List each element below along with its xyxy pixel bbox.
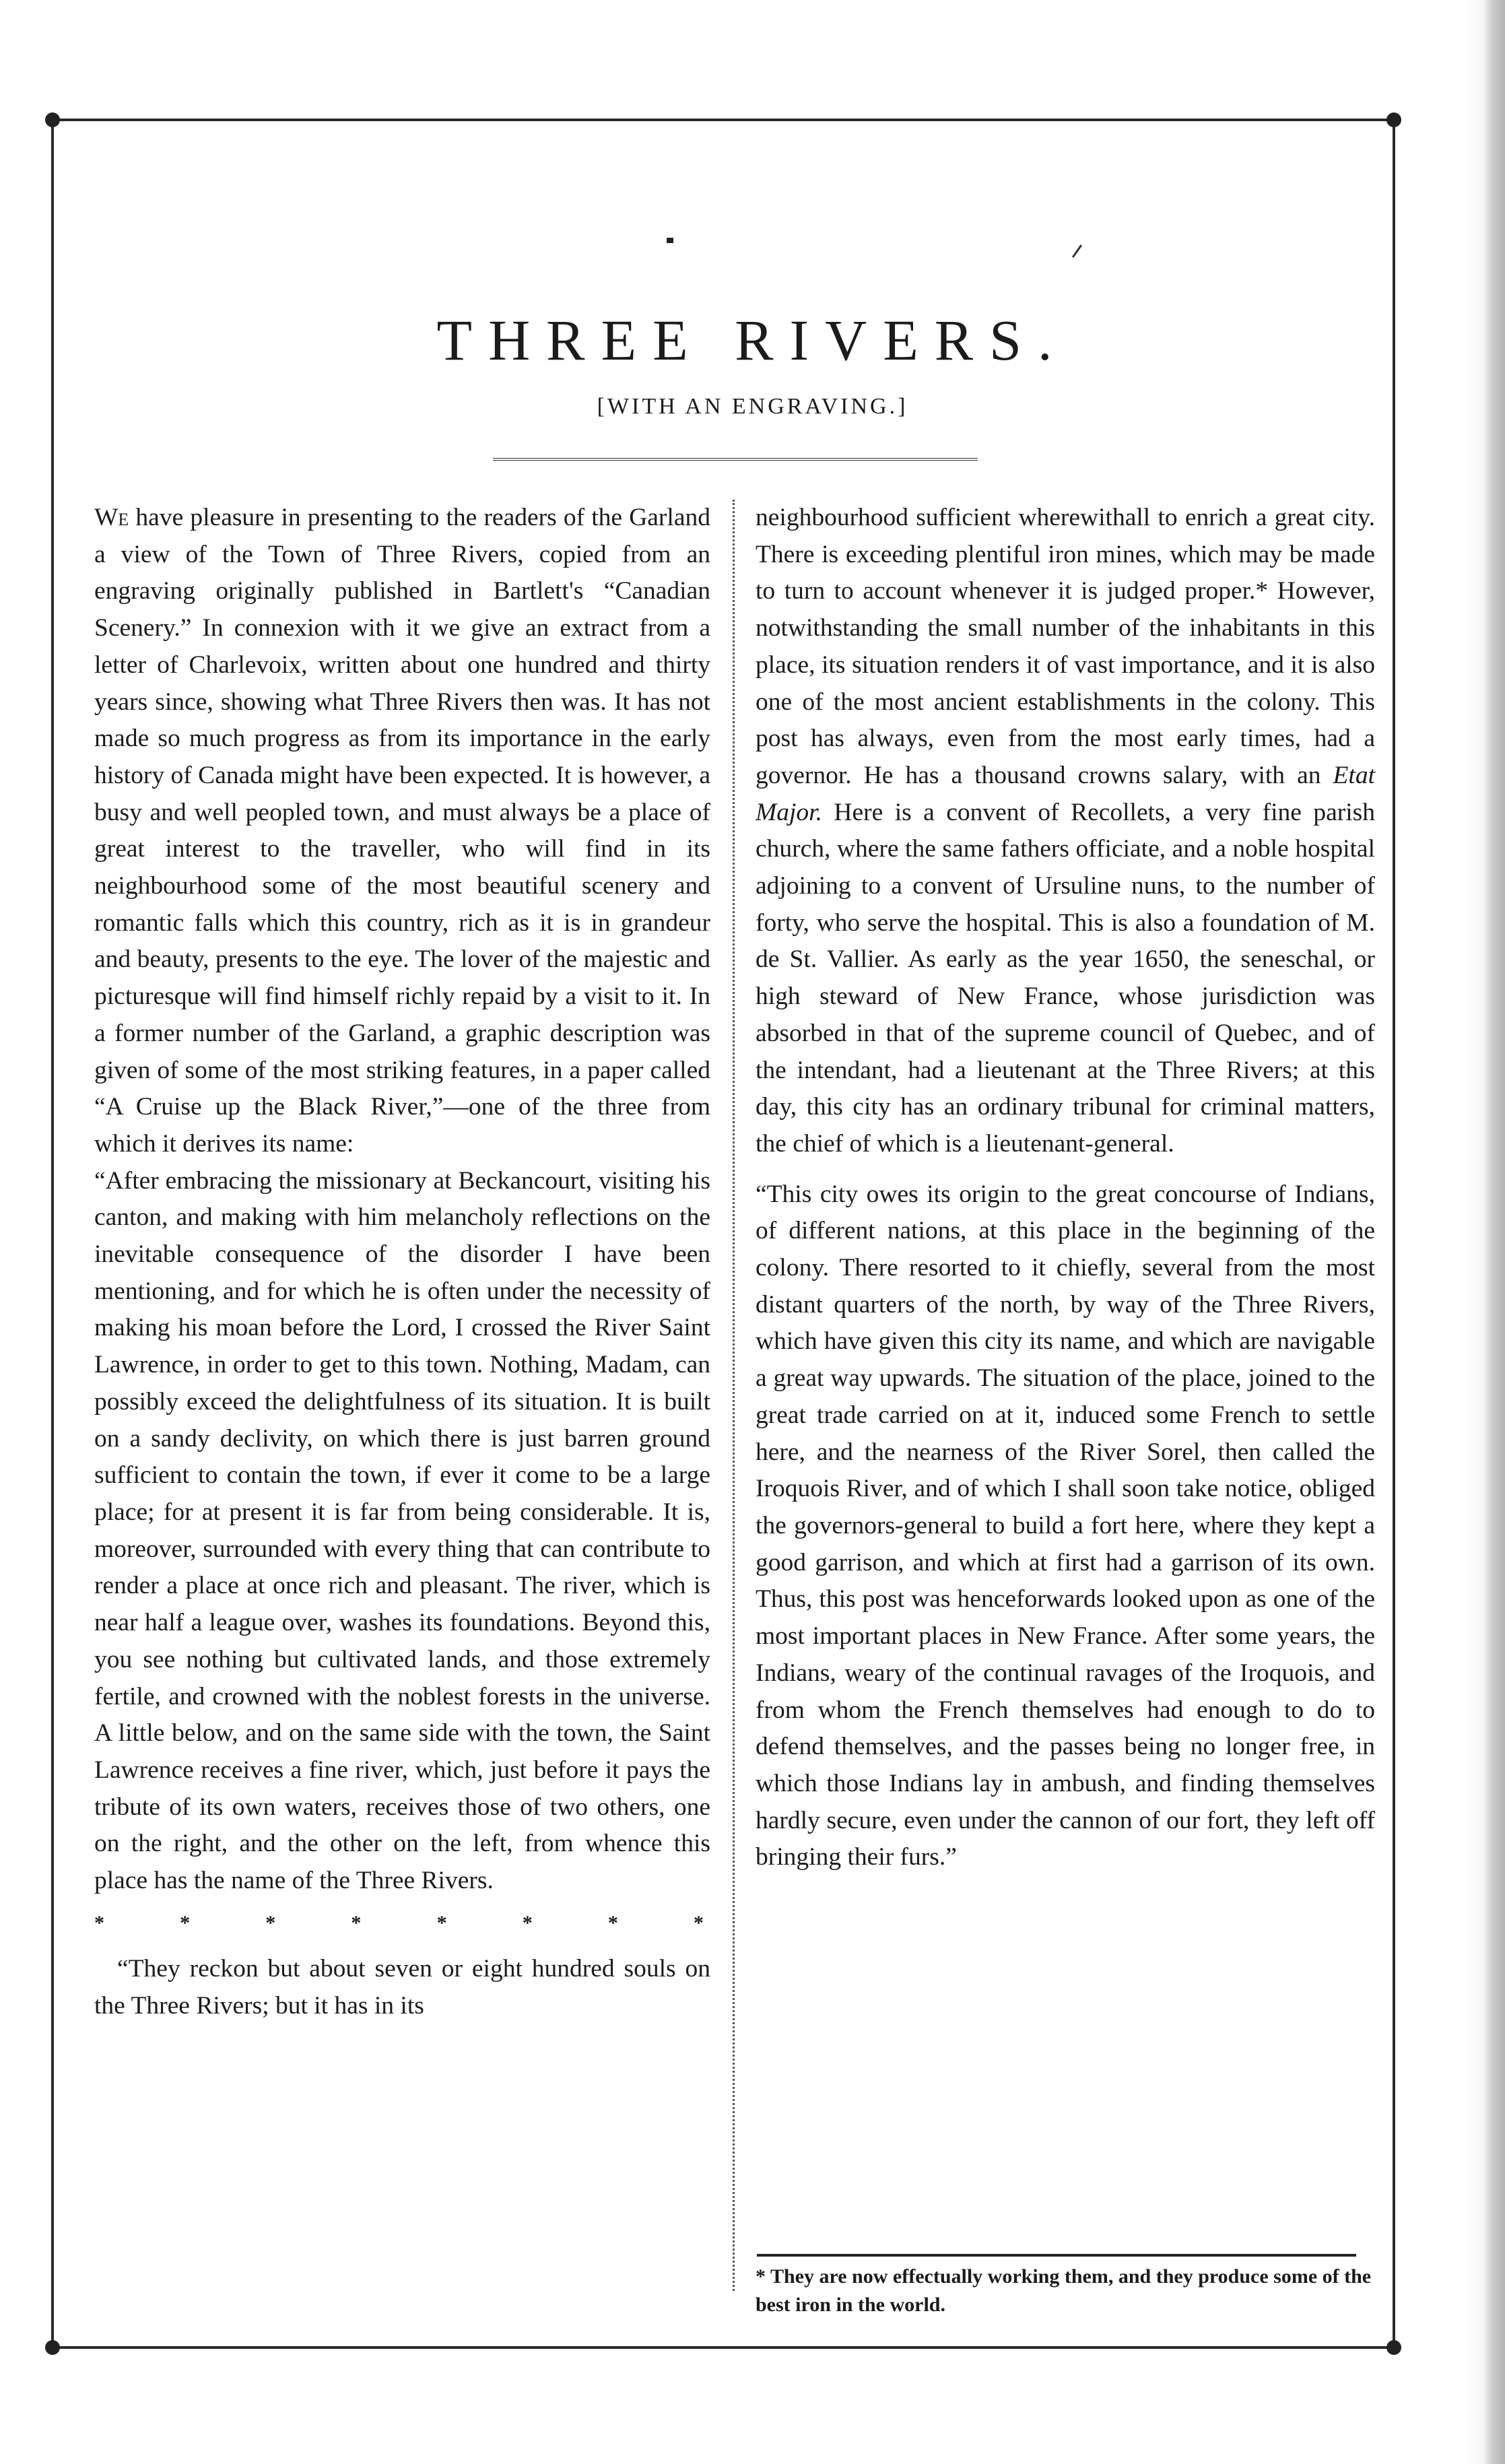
article-subtitle: [WITH AN ENGRAVING.] <box>597 394 908 419</box>
intro-paragraph <box>94 500 710 1163</box>
quote-paragraph-1: “After embracing the missionary at Beckancourt, visiting his canton, and making with him melancholy reflections on the inevitable consequence of the disorder I have been mentioning, and for which he is often under the necessity of making his moan before the Lord, I crossed the River Saint Lawrence, in order to get to this town. Nothing, Madam, can possibly exceed the delightfulness of its situation. It is built on a sandy declivity, on which there is just barren ground sufficient to contain the town, if ever it come to be a large place; for at present it is far from being considerable. It is, moreover, surrounded with every thing that can contribute to render a place at once rich and pleasant. The river, which is near half a league over, washes its foundations. Beyond this, you see nothing but cultivated lands, and those extremely fertile, and crowned with the noblest forests in the universe. A little below, and on the same side with the town, the Saint Lawrence receives a fine river, which, just before it pays the tribute of its own waters, receives those of two others, one on the right, and the other on the left, from whence this place has the name of the Three Rivers. <box>94 1166 710 1895</box>
corner-ornament-bottom-left <box>45 2340 60 2355</box>
lead-caps: We <box>94 504 129 531</box>
title-divider <box>493 458 978 461</box>
asterisk: * <box>436 1911 447 1934</box>
intro-text: have pleasure in presenting to the readers of the Garland a view of the Town of Three Rivers, copied from an engraving originally published in Bartlett's “Canadian Scenery.” In connexion with it we give an extract from a letter of Charlevoix, written about one hundred and thirty years since, showing what Three Rivers then was. It has not made so much progress as from its importance in the early history of Canada might have been expected. It is however, a busy and well peopled town, and must always be a place of great interest to the traveller, who will find in its neighbourhood some of the most beautiful scenery and romantic falls which this country, rich as it is in grandeur and beauty, presents to the eye. The lover of the majestic and picturesque will find himself richly repaid by a visit to it. In a former number of the Garland, a graphic description was given of some of the most striking features, in a paper called “A Cruise up the Black River,”—one of the three from which it derives its name: <box>94 504 710 1158</box>
column-divider <box>733 500 735 2291</box>
corner-ornament-top-right <box>1386 112 1401 127</box>
right-column <box>756 500 1375 1876</box>
section-asterisks <box>94 1905 710 1942</box>
article-title: THREE RIVERS. <box>436 308 1069 372</box>
quote-paragraph-2: “They reckon but about seven or eight hundred souls on the Three Rivers; but it has in its <box>94 1955 710 2020</box>
corner-ornament-bottom-right <box>1386 2340 1401 2355</box>
asterisk: * <box>94 1911 104 1934</box>
asterisk: * <box>522 1911 533 1934</box>
corner-ornament-top-left <box>45 112 60 127</box>
asterisk: * <box>265 1911 276 1934</box>
continued-text-a: neighbourhood sufficient wherewithall to enrich a great city. There is exceeding plentiful iron mines, which may be made to turn to account whenever it is judged proper.* However, notwithstanding the small number of the inhabitants in this place, its situation renders it of vast importance, and it is also one of the most ancient establishments in the colony. This post has always, even from the most early times, had a governor. He has a thousand crowns salary, with an <box>756 504 1375 789</box>
asterisk: * <box>693 1911 704 1934</box>
quote-paragraph-3: “This city owes its origin to the great concourse of Indians, of different nations, at this place in the beginning of the colony. There resorted to it chiefly, several from the most distant quarters of the north, by way of the Three Rivers, which have given this city its name, and which are navigable a great way upwards. The situation of the place, joined to the great trade carried on at it, induced some French to settle here, and the nearness of the River Sorel, then called the Iroquois River, and of which I shall soon take notice, obliged the governors-general to build a fort here, where they kept a good garrison, and which at first had a garrison of its own. Thus, this post was henceforwards looked upon as one of the most important places in New France. After some years, the Indians, weary of the continual ravages of the Iroquois, and from whom the French themselves had enough to do to defend themselves, and the passes being no longer free, in which those Indians lay in ambush, and finding themselves hardly secure, even under the cannon of our fort, they left off bringing their furs.” <box>756 1180 1375 1871</box>
continued-text-b: Here is a convent of Recollets, a very fine parish church, where the same fathers officiate, and a noble hospital adjoining to a convent of Ursuline nuns, to the number of forty, who serve the hospital. This is also a foundation of M. de St. Vallier. As early as the year 1650, the seneschal, or high steward of New France, whose jurisdiction was absorbed in that of the supreme council of Quebec, and of the intendant, had a lieutenant at the Three Rivers; at this day, this city has an ordinary tribunal for criminal matters, the chief of which is a lieutenant-general. <box>756 798 1375 1158</box>
footnote-rule <box>757 2254 1356 2257</box>
asterisk: * <box>180 1911 191 1934</box>
print-mark-dot <box>667 238 673 243</box>
asterisk: * <box>607 1911 618 1934</box>
continued-paragraph <box>756 500 1375 1163</box>
left-column <box>94 500 710 2025</box>
continued-italic: Etat Major. <box>756 761 1375 826</box>
asterisk: * <box>351 1911 362 1934</box>
footnote: * They are now effectually working them, and they produce some of the best iron in the world. <box>756 2265 1372 2316</box>
